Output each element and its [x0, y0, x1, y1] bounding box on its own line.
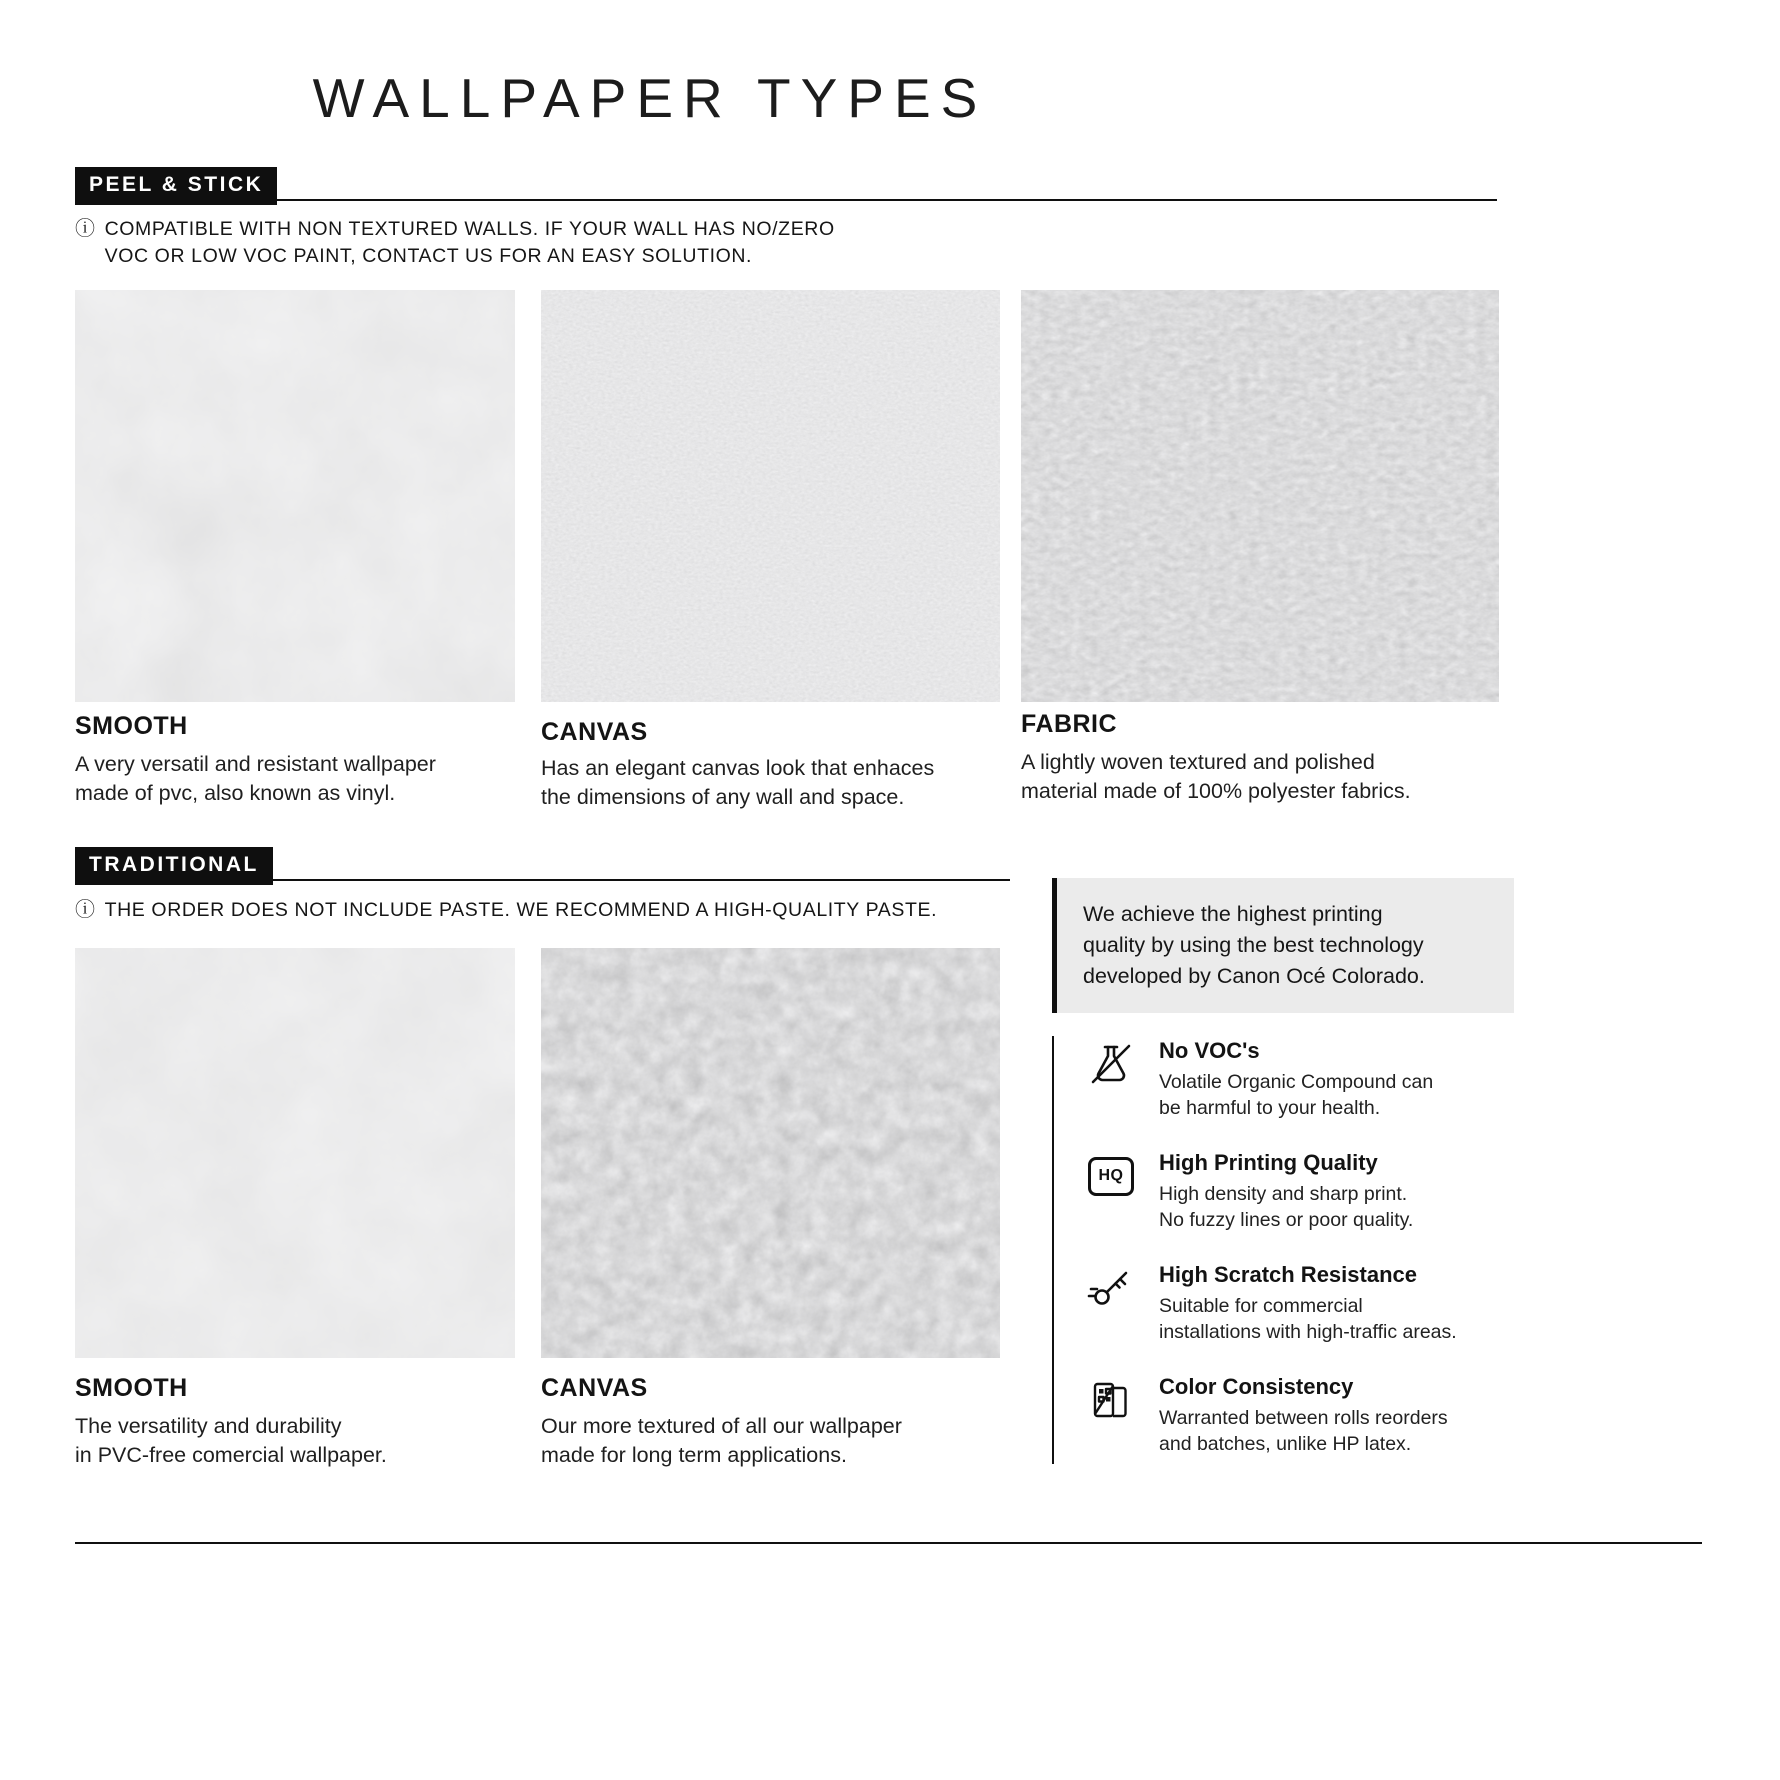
texture-name-smooth: SMOOTH: [75, 712, 188, 740]
texture-description-line: the dimensions of any wall and space.: [541, 785, 905, 809]
texture-description-line: A very versatil and resistant wallpaper: [75, 752, 436, 776]
texture-name-canvas-traditional: CANVAS: [541, 1374, 648, 1402]
feature-description-line: No fuzzy lines or poor quality.: [1159, 1209, 1414, 1231]
peel-stick-note: [75, 216, 835, 270]
texture-description-fabric: [1021, 748, 1411, 806]
feature-description: [1159, 1069, 1433, 1121]
quote-line: developed by Canon Océ Colorado.: [1083, 964, 1425, 988]
feature-title: No VOC's: [1159, 1038, 1260, 1063]
feature-description-line: installations with high-traffic areas.: [1159, 1321, 1457, 1343]
bottom-divider: [75, 1542, 1702, 1544]
note-line: THE ORDER DOES NOT INCLUDE PASTE. WE RECOMMEND A HIGH-QUALITY PASTE.: [104, 899, 938, 921]
peel-stick-fabric-texture-image: [1021, 290, 1499, 702]
texture-description-canvas: [541, 754, 934, 812]
texture-name-smooth-traditional: SMOOTH: [75, 1374, 188, 1402]
peel-stick-section-badge: PEEL & STICK: [75, 167, 277, 205]
feature-text: [1159, 1374, 1448, 1457]
feature-text: [1159, 1038, 1433, 1121]
feature-description-line: be harmful to your health.: [1159, 1097, 1381, 1119]
texture-description-line: in PVC-free comercial wallpaper.: [75, 1443, 387, 1467]
traditional-section-badge: TRADITIONAL: [75, 847, 273, 885]
feature-description-line: and batches, unlike HP latex.: [1159, 1433, 1412, 1455]
no-voc-icon: [1085, 1038, 1137, 1090]
texture-description-line: made of pvc, also known as vinyl.: [75, 781, 396, 805]
hq-icon-label: HQ: [1088, 1157, 1134, 1196]
texture-description-line: The versatility and durability: [75, 1414, 342, 1438]
texture-description-smooth-traditional: [75, 1412, 387, 1470]
info-icon: ⓘ: [75, 899, 96, 921]
peel-stick-section-divider: [75, 199, 1497, 201]
peel-stick-smooth-texture-image: [75, 290, 515, 702]
feature-description: [1159, 1293, 1457, 1345]
feature-description-line: High density and sharp print.: [1159, 1183, 1408, 1205]
traditional-smooth-texture-image: [75, 948, 515, 1358]
feature-description: [1159, 1181, 1413, 1233]
color-swatches-icon: [1085, 1374, 1137, 1426]
texture-description-smooth: [75, 750, 436, 808]
info-icon: ⓘ: [75, 218, 96, 240]
texture-description-line: material made of 100% polyester fabrics.: [1021, 779, 1411, 803]
texture-name-fabric: FABRIC: [1021, 710, 1118, 738]
feature-no-vocs: [1085, 1038, 1525, 1121]
page-title: WALLPAPER TYPES: [312, 67, 988, 129]
feature-title: High Scratch Resistance: [1159, 1262, 1417, 1287]
traditional-note: [75, 897, 937, 924]
texture-name-canvas: CANVAS: [541, 718, 648, 746]
peel-stick-canvas-texture-image: [541, 290, 1000, 702]
features-vertical-divider: [1052, 1036, 1054, 1464]
feature-description-line: Warranted between rolls reorders: [1159, 1407, 1448, 1429]
note-line: VOC OR LOW VOC PAINT, CONTACT US FOR AN EASY SOLUTION.: [104, 245, 753, 267]
feature-description: [1159, 1405, 1448, 1457]
quote-line: We achieve the highest printing: [1083, 902, 1383, 926]
feature-color-consistency: [1085, 1374, 1525, 1457]
feature-high-scratch-resistance: [1085, 1262, 1525, 1345]
scratch-key-icon: [1085, 1262, 1137, 1314]
note-line: COMPATIBLE WITH NON TEXTURED WALLS. IF YOUR WALL HAS NO/ZERO: [104, 218, 835, 240]
printing-quality-quote: [1052, 878, 1514, 1013]
quote-line: quality by using the best technology: [1083, 933, 1424, 957]
feature-description-line: Volatile Organic Compound can: [1159, 1071, 1434, 1093]
texture-description-canvas-traditional: [541, 1412, 902, 1470]
texture-description-line: Has an elegant canvas look that enhaces: [541, 756, 935, 780]
hq-icon: [1085, 1150, 1137, 1202]
texture-description-line: Our more textured of all our wallpaper: [541, 1414, 902, 1438]
feature-title: Color Consistency: [1159, 1374, 1354, 1399]
texture-description-line: made for long term applications.: [541, 1443, 847, 1467]
traditional-canvas-texture-image: [541, 948, 1000, 1358]
texture-description-line: A lightly woven textured and polished: [1021, 750, 1375, 774]
traditional-note-text: [105, 897, 937, 924]
peel-stick-note-text: [105, 216, 835, 270]
feature-description-line: Suitable for commercial: [1159, 1295, 1363, 1317]
feature-text: [1159, 1150, 1413, 1233]
feature-text: [1159, 1262, 1457, 1345]
feature-high-printing-quality: [1085, 1150, 1525, 1233]
feature-title: High Printing Quality: [1159, 1150, 1378, 1175]
